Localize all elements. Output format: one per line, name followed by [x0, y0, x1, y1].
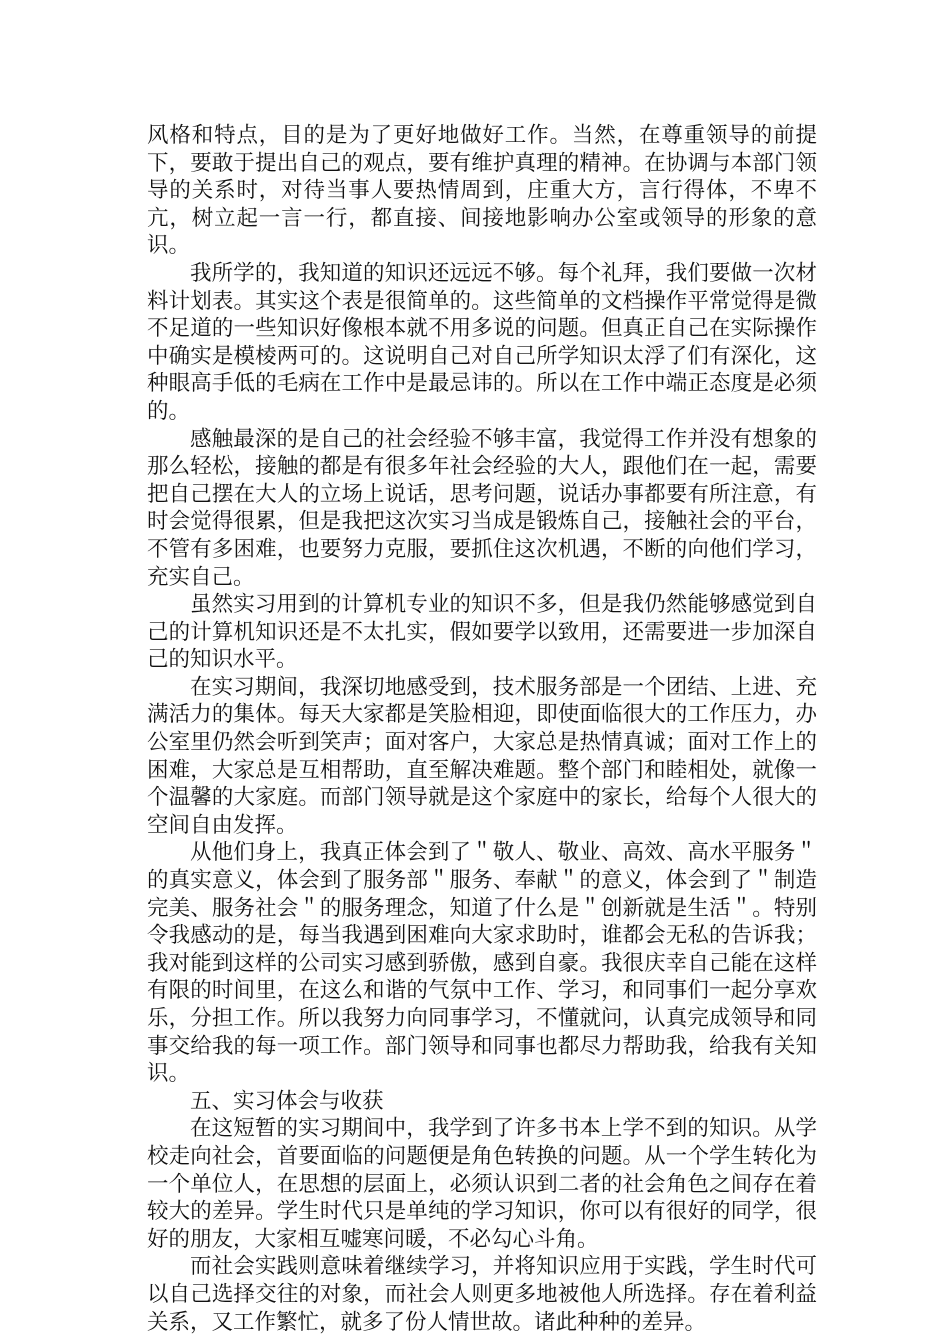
- paragraph: 虽然实习用到的计算机专业的知识不多，但是我仍然能够感觉到自己的计算机知识还是不太扎实，假如要学以致用，还需要进一步加深自己的知识水平。: [147, 592, 817, 673]
- paragraph: 在这短暂的实习期间中，我学到了许多书本上学不到的知识。从学校走向社会，首要面临的问题便是角色转换的问题。从一个学生转化为一个单位人，在思想的层面上，必须认识到二者的社会角色之间存在着较大的差异。学生时代只是单纯的学习知识，你可以有很好的同学，很好的朋友，大家相互嘘寒问暖，不必勾心斗角。: [147, 1116, 817, 1252]
- paragraph: 感触最深的是自己的社会经验不够丰富，我觉得工作并没有想象的那么轻松，接触的都是有很多年社会经验的大人，跟他们在一起，需要把自己摆在大人的立场上说话，思考问题，说话办事都要有所注意，有时会觉得很累，但是我把这次实习当成是锻炼自己，接触社会的平台，不管有多困难，也要努力克服，要抓住这次机遇，不断的向他们学习，充实自己。: [147, 426, 817, 590]
- section-heading: 五、实习体会与收获: [190, 1088, 384, 1114]
- paragraph-continued: 风格和特点，目的是为了更好地做好工作。当然，在尊重领导的前提下，要敢于提出自己的观点，要有维护真理的精神。在协调与本部门领导的关系时，对待当事人要热情周到，庄重大方，言行得体，不卑不亢，树立起一言一行，都直接、间接地影响办公室或领导的形象的意识。: [147, 123, 817, 259]
- paragraph: 从他们身上，我真正体会到了＂敬人、敬业、高效、高水平服务＂的真实意义，体会到了服务部＂服务、奉献＂的意义，体会到了＂制造完美、服务社会＂的服务理念，知道了什么是＂创新就是生活＂。特别令我感动的是，每当我遇到困难向大家求助时，谁都会无私的告诉我；我对能到这样的公司实习感到骄傲，感到自豪。我很庆幸自己能在这样有限的时间里，在这么和谐的气氛中工作、学习，和同事们一起分享欢乐，分担工作。所以我努力向同事学习，不懂就问，认真完成领导和同事交给我的每一项工作。部门领导和同事也都尽力帮助我，给我有关知识。: [147, 840, 817, 1087]
- paragraph: 在实习期间，我深切地感受到，技术服务部是一个团结、上进、充满活力的集体。每天大家都是笑脸相迎，即使面临很大的工作压力，办公室里仍然会听到笑声；面对客户，大家总是热情真诚；面对工作上的困难，大家总是互相帮助，直至解决难题。整个部门和睦相处，就像一个温馨的大家庭。而部门领导就是这个家庭中的家长，给每个人很大的空间自由发挥。: [147, 674, 817, 838]
- document-page: [147, 122, 817, 1336]
- paragraph: 而社会实践则意味着继续学习，并将知识应用于实践，学生时代可以自己选择交往的对象，而社会人则更多地被他人所选择。存在着利益关系，又工作繁忙，就多了份人情世故。诸此种种的差异。: [147, 1254, 817, 1335]
- paragraph: 我所学的，我知道的知识还远远不够。每个礼拜，我们要做一次材料计划表。其实这个表是很简单的。这些简单的文档操作平常觉得是微不足道的一些知识好像根本就不用多说的问题。但真正自己在实际操作中确实是模棱两可的。这说明自己对自己所学知识太浮了们有深化，这种眼高手低的毛病在工作中是最忌讳的。所以在工作中端正态度是必须的。: [147, 260, 817, 424]
